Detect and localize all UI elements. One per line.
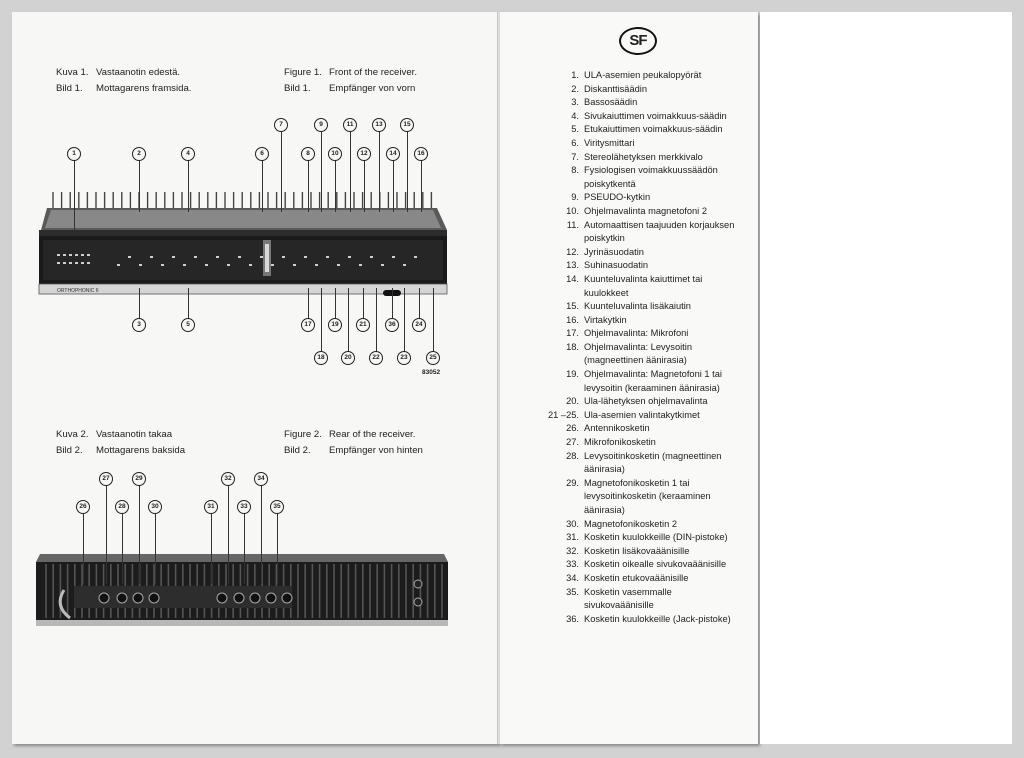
callout-leader [261,479,262,584]
legend-item [500,395,758,409]
brand-label: ORTHOPHONIC 6 [57,288,99,294]
legend-item-number: 27. [566,437,579,448]
legend-item-number: 14. [566,273,579,284]
legend-item-text: Ohjelmavalinta: Levysoitin (magneettinen äänirasia) [584,341,692,366]
legend-item-text: Virtakytkin [584,314,627,325]
callout-16: 16 [414,147,428,161]
callout-32: 32 [221,472,235,486]
legend-item [500,110,758,124]
legend-item-text: ULA-asemien peukalopyörät [584,70,702,80]
callout-26: 26 [76,500,90,514]
callout-leader [262,154,263,212]
legend-item-text: Ohjelmavalinta: Magnetofoni 1 tai levysoitin (keraaminen äänirasia) [584,369,722,393]
legend-item-number: 15. [566,301,579,312]
callout-11: 11 [343,118,357,132]
callout-31: 31 [204,500,218,514]
legend-item [500,137,758,151]
callout-33: 33 [237,500,251,514]
legend-item-number: 8. [571,165,579,176]
fig2-caption-sv: Bild 2. Mottagarens baksida [56,445,186,456]
legend-item-text: Kosketin kuulokkeille (DIN-pistoke) [584,532,728,543]
legend-item [500,205,758,219]
callout-leader [321,125,322,212]
legend-item [500,436,758,450]
legend-item [500,477,758,518]
legend-item-number: 5. [571,124,579,135]
callout-leader [139,479,140,584]
legend-item-text: Diskanttisäädin [584,83,648,94]
callout-leader [348,288,349,358]
legend-item-number: 33. [566,559,579,570]
legend-item [500,69,758,83]
legend-item-number: 13. [566,260,579,271]
legend-item [500,191,758,205]
legend-item-number: 31. [566,532,579,543]
callout-leader [407,125,408,212]
callout-12: 12 [357,147,371,161]
legend-item [500,273,758,300]
legend-list [500,69,758,626]
left-page [12,12,499,744]
callout-14: 14 [386,147,400,161]
legend-item-number: 11. [566,219,579,230]
callout-24: 24 [412,318,426,332]
legend-item [500,246,758,260]
callout-leader [74,154,75,230]
legend-item-text: Antennikosketin [584,423,650,434]
callout-17: 17 [301,318,315,332]
legend-item-text: Sivukaiuttimen voimakkuus-säädin [584,110,727,121]
legend-item [500,314,758,328]
legend-item [500,409,758,423]
legend-item-number: 3. [571,97,579,108]
legend-item-text: Fysiologisen voimakkuussäädön poiskytkentä [584,165,718,189]
callout-leader [364,154,365,212]
callout-leader [335,154,336,212]
legend-item-text: Kosketin oikealle sivukovaäänisille [584,559,727,570]
legend-item-number: 2. [571,83,579,94]
callout-4: 4 [181,147,195,161]
legend-item-text: Kuunteluvalinta kaiuttimet tai kuulokkeet [584,273,703,298]
legend-item-text: Viritysmittari [584,137,635,148]
legend-item [500,572,758,586]
callout-6: 6 [255,147,269,161]
callout-2: 2 [132,147,146,161]
fig1-code: 83052 [422,369,441,376]
callout-leader [321,288,322,358]
legend-item-number: 6. [571,137,579,148]
callout-leader [433,288,434,358]
legend-item-text: Jyrinäsuodatin [584,246,644,257]
legend-item-number: 16. [566,314,579,325]
legend-item-number: 10. [566,205,579,216]
callout-leader [211,507,212,584]
fig1-caption-de: Bild 1. Empfänger von vorn [284,83,416,94]
callout-leader [228,479,229,584]
receiver-rear-illustration [34,546,450,628]
legend-item-number: 12. [566,246,579,257]
callout-28: 28 [115,500,129,514]
legend-item-text: PSEUDO-kytkin [584,192,651,203]
callout-13: 13 [372,118,386,132]
callout-leader [393,154,394,212]
blank-area [760,12,1012,744]
callout-20: 20 [341,351,355,365]
legend-item-number: 34. [566,572,579,583]
legend-item [500,368,758,395]
right-page [500,12,758,744]
legend-item [500,545,758,559]
legend-item-number: 36. [566,613,579,624]
legend-item [500,123,758,137]
callout-15: 15 [400,118,414,132]
callout-36: 36 [385,318,399,332]
legend-item-text: Ula-asemien valintakytkimet [584,409,700,420]
legend-item [500,341,758,368]
legend-item-number: 4. [571,110,579,121]
legend-item-text: Automaattisen taajuuden korjauksen poiskytkin [584,219,735,244]
legend-item-text: Suhinasuodatin [584,260,649,271]
legend-item [500,259,758,273]
callout-30: 30 [148,500,162,514]
legend-item [500,518,758,532]
legend-item-text: Magnetofonikosketin 1 tai levysoitinkosketin (keraaminen äänirasia) [584,477,711,515]
legend-item-number: 9. [571,192,579,203]
callout-8: 8 [301,147,315,161]
legend-item [500,450,758,477]
callout-29: 29 [132,472,146,486]
callout-23: 23 [397,351,411,365]
legend-item-text: Bassosäädin [584,97,638,108]
legend-item-text: Kosketin kuulokkeille (Jack-pistoke) [584,613,731,624]
callout-21: 21 [356,318,370,332]
legend-item-number: 20. [566,396,579,407]
callout-leader [106,479,107,584]
legend-item [500,151,758,165]
callout-7: 7 [274,118,288,132]
callout-34: 34 [254,472,268,486]
fig1-caption-en: Figure 1. Front of the receiver. [284,67,417,78]
legend-item-number: 32. [566,545,579,556]
legend-item-text: Ohjelmavalinta magnetofoni 2 [584,205,707,216]
legend-item-text: Stereolähetyksen merkkivalo [584,151,703,162]
legend-item [500,96,758,110]
fig2-caption-en: Figure 2. Rear of the receiver. [284,429,416,440]
callout-leader [308,154,309,212]
legend-item-text: Magnetofonikosketin 2 [584,518,678,529]
legend-item-number: 26. [566,423,579,434]
legend-item-text: Etukaiuttimen voimakkuus-säädin [584,124,723,135]
legend-item [500,531,758,545]
callout-leader [281,125,282,212]
legend-item-text: Kuunteluvalinta lisäkaiutin [584,301,691,312]
callout-leader [350,125,351,212]
fig2-caption-de: Bild 2. Empfänger von hinten [284,445,423,456]
legend-item-text: Kosketin vasemmalle sivukovaäänisille [584,586,672,611]
callout-25: 25 [426,351,440,365]
legend-item [500,422,758,436]
callout-27: 27 [99,472,113,486]
callout-18: 18 [314,351,328,365]
callout-35: 35 [270,500,284,514]
legend-item-text: Levysoitinkosketin (magneettinen äänirasia) [584,450,722,475]
fig2-caption-fi: Kuva 2. Vastaanotin takaa [56,429,173,440]
callout-leader [376,288,377,358]
legend-item-number: 28. [566,450,579,461]
legend-item [500,327,758,341]
callout-leader [122,507,123,584]
callout-leader [244,507,245,584]
legend-item [500,219,758,246]
callout-10: 10 [328,147,342,161]
legend-item-text: Kosketin etukovaäänisille [584,572,689,583]
callout-leader [277,507,278,584]
callout-19: 19 [328,318,342,332]
callout-1: 1 [67,147,81,161]
language-badge: SF [619,27,657,55]
callout-leader [404,288,405,358]
callout-3: 3 [132,318,146,332]
callout-9: 9 [314,118,328,132]
legend-item-number: 19. [566,369,579,380]
callout-leader [155,507,156,584]
callout-5: 5 [181,318,195,332]
callout-leader [421,154,422,212]
callout-leader [379,125,380,212]
callout-leader [139,154,140,212]
legend-item-number: 29. [566,477,579,488]
legend-item [500,164,758,191]
legend-item-number: 30. [566,518,579,529]
legend-item-number: 35. [566,586,579,597]
legend-item [500,83,758,97]
legend-item-text: Kosketin lisäkovaäänisille [584,545,690,556]
fig1-caption-fi: Kuva 1. Vastaanotin edestä. [56,67,181,78]
callout-22: 22 [369,351,383,365]
legend-item-text: Ohjelmavalinta: Mikrofoni [584,328,689,339]
callout-leader [83,507,84,584]
legend-item-number: 21 –25. [547,409,579,420]
legend-item [500,613,758,627]
legend-item-text: Ula-lähetyksen ohjelmavalinta [584,396,708,407]
legend-item [500,586,758,613]
legend-item-number: 17. [566,328,579,339]
legend-item-number: 7. [571,151,579,162]
legend-item-number: 18. [566,341,579,352]
legend-item-text: Mikrofonikosketin [584,437,656,448]
callout-leader [188,154,189,212]
fig1-caption-sv: Bild 1. Mottagarens framsida. [56,83,192,94]
legend-item [500,300,758,314]
legend-item [500,558,758,572]
receiver-front-illustration [37,190,449,302]
legend-item-number: 1. [571,70,579,80]
